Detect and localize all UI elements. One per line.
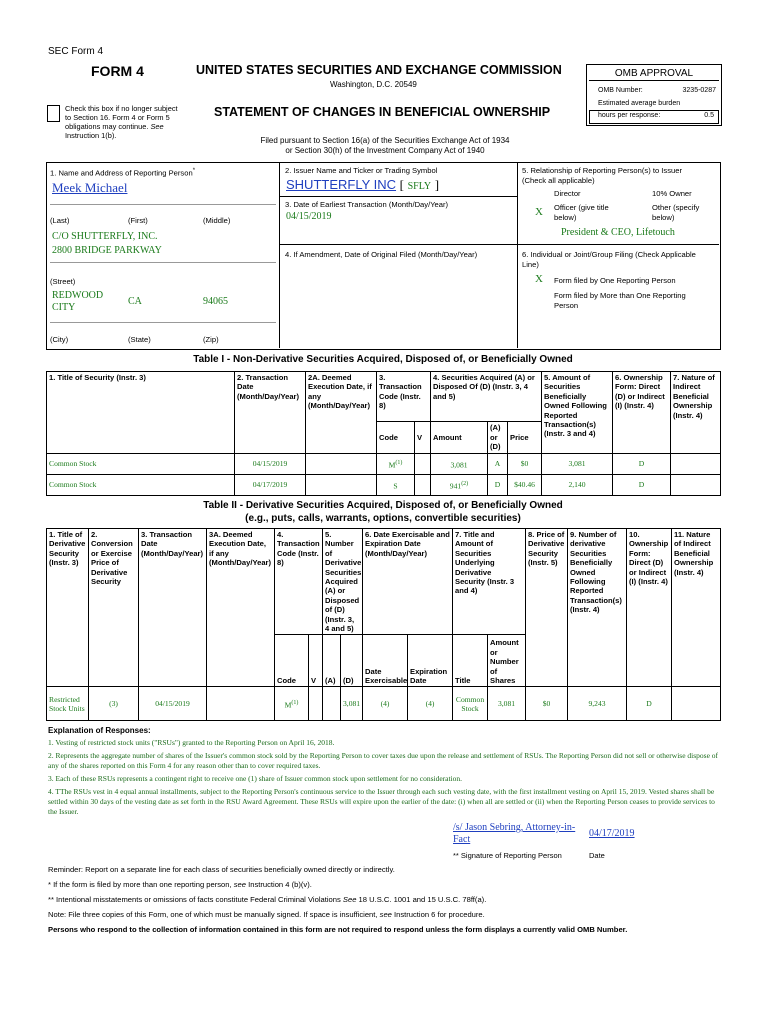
officer-check-mark: X	[535, 206, 543, 218]
t1-price: Price	[508, 422, 542, 454]
t2-h1: 1. Title of Derivative Security (Instr. 3)	[47, 529, 89, 687]
signature-date: 04/17/2019	[589, 828, 635, 839]
t2-v: V	[309, 635, 323, 687]
more-than-one-option[interactable]: Form filed by More than One Reporting Person	[554, 291, 686, 310]
t2-r1-title: Restricted Stock Units	[47, 687, 89, 721]
t2-amount-shares: Amount or Number of Shares	[488, 635, 526, 687]
sec-form-label: SEC Form 4	[48, 46, 104, 57]
street-label: (Street)	[50, 277, 76, 286]
t2-r1-date: 04/15/2019	[139, 687, 207, 721]
address-line-2: 2800 BRIDGE PARKWAY	[52, 245, 162, 256]
t1-code: Code	[377, 422, 415, 454]
t2-h8: 8. Price of Derivative Security (Instr. 5)	[526, 529, 568, 687]
t2-h3: 3. Transaction Date (Month/Day/Year)	[139, 529, 207, 687]
t1-r2-ad: D	[488, 475, 508, 496]
officer-title: President & CEO, Lifetouch	[561, 227, 675, 238]
t1-h6: 6. Ownership Form: Direct (D) or Indirect (I) (Instr. 4)	[613, 372, 671, 454]
signature-name[interactable]: /s/ Jason Sebring, Attorney-in- Fact	[453, 822, 576, 845]
table-row	[47, 687, 721, 721]
footer-multiple-persons: * If the form is filed by more than one reporting person, see Instruction 4 (b)(v).	[48, 880, 312, 889]
omb-number-label: OMB Number:	[598, 87, 643, 94]
t2-d: (D)	[341, 635, 363, 687]
t2-h6: 6. Date Exercisable and Expiration Date (Month/Day/Year)	[363, 529, 453, 635]
one-person-check-mark: X	[535, 273, 543, 285]
officer-option[interactable]: Officer (give title below)	[554, 203, 609, 222]
last-label: (Last)	[50, 216, 70, 225]
t1-r2-amount: 941$^{(2)}$	[431, 475, 488, 496]
explanation-3: 3. Each of these RSUs represents a contingent right to receive one (1) share of Issuer common stock upon settlement for no consideration.	[48, 774, 463, 783]
explanation-list	[48, 738, 723, 817]
t1-r2-title: Common Stock	[47, 475, 235, 496]
t2-r1-exp: (4)	[408, 687, 453, 721]
omb-title: OMB APPROVAL	[589, 67, 719, 81]
t1-r1-owned: 3,081	[542, 454, 613, 475]
t1-r1-code: $M^{(1)}$	[377, 454, 415, 475]
middle-label: (Middle)	[203, 216, 231, 225]
table2	[46, 528, 721, 721]
explanation-2: 2. Represents the aggregate number of shares of the Issuer's common stock sold by the Reporting Person to cover taxes due upon the release and settlement of RSUs. The Reporting Person did not sell or otherwise dispose of any of the shares reported on this Form 4 for any reason other than to cover required taxes.	[48, 751, 719, 770]
t2-h4: 4. Transaction Code (Instr. 8)	[275, 529, 323, 635]
footer-note: Note: File three copies of this Form, one of which must be manually signed. If space is insufficient, see Instruction 6 for procedure.	[48, 910, 485, 919]
filed-pursuant: Filed pursuant to Section 16(a) of the Securities Exchange Act of 1934 or Section 30(h) of the Investment Company Act of 1940	[260, 136, 510, 155]
t2-exp: Expiration Date	[408, 635, 453, 687]
t1-amount: Amount	[431, 422, 488, 454]
city-value: REDWOOD CITY	[52, 290, 104, 313]
issuer-link[interactable]: SHUTTERFLY INC	[286, 177, 397, 192]
t1-h7: 7. Nature of Indirect Beneficial Ownership (Instr. 4)	[671, 372, 721, 454]
statement-title: STATEMENT OF CHANGES IN BENEFICIAL OWNERSHIP	[214, 105, 551, 119]
footer-reminder: Reminder: Report on a separate line for each class of securities beneficially owned directly or indirectly.	[48, 865, 395, 874]
t2-a: (A)	[323, 635, 341, 687]
t1-r1-date: 04/15/2019	[235, 454, 306, 475]
footer-notes	[48, 865, 723, 934]
agency-title: UNITED STATES SECURITIES AND EXCHANGE COMMISSION	[196, 63, 562, 77]
reporting-person-name[interactable]: Meek Michael	[52, 180, 128, 195]
address-line-1: C/O SHUTTERFLY, INC.	[52, 231, 158, 242]
explanation-title: Explanation of Responses:	[48, 726, 151, 735]
ticker-symbol: SFLY	[407, 181, 432, 192]
t1-r2-date: 04/17/2019	[235, 475, 306, 496]
t1-h2a: 2A. Deemed Execution Date, if any (Month/Day/Year)	[306, 372, 377, 454]
t2-date-ex: Date Exercisable	[363, 635, 408, 687]
other-option[interactable]: Other (specify below)	[652, 203, 700, 222]
t2-h10: 10. Ownership Form: Direct (D) or Indirect (I) (Instr. 4)	[627, 529, 672, 687]
footer-misstatements: ** Intentional misstatements or omissions of facts constitute Federal Criminal Violations See 18 U.S.C. 1001 and 15 U.S.C. 78ff(a).	[48, 895, 487, 904]
t2-r1-utitle: Common Stock	[453, 687, 488, 721]
signature-date-label: Date	[589, 851, 605, 860]
t2-h7: 7. Title and Amount of Securities Underlying Derivative Security (Instr. 3 and 4)	[453, 529, 526, 635]
t1-r1-title: Common Stock	[47, 454, 235, 475]
city-label: (City)	[50, 335, 69, 344]
t2-r1-dprice: $0	[526, 687, 568, 721]
state-value: CA	[128, 296, 142, 307]
box1-label: 1. Name and Address of Reporting Person*	[50, 168, 196, 178]
t1-r2-price: $40.46	[508, 475, 542, 496]
t2-h3a: 3A. Deemed Execution Date, if any (Month/Day/Year)	[207, 529, 275, 687]
t2-r1-d: 3,081	[341, 687, 363, 721]
t1-h3: 3. Transaction Code (Instr. 8)	[377, 372, 431, 422]
earliest-transaction-date: 04/15/2019	[286, 211, 332, 222]
zip-value: 94065	[203, 296, 228, 307]
t2-title: Title	[453, 635, 488, 687]
first-label: (First)	[128, 216, 148, 225]
burden-label: Estimated average burden	[598, 100, 681, 107]
t2-h11: 11. Nature of Indirect Beneficial Ownership (Instr. 4)	[672, 529, 721, 687]
t1-r1-amount: 3,081	[431, 454, 488, 475]
box3-label: 3. Date of Earliest Transaction (Month/Day/Year)	[285, 200, 449, 209]
explanation-1: 1. Vesting of restricted stock units ("RSUs") granted to the Reporting Person on April 16, 2018.	[48, 738, 335, 747]
t1-r2-owned: 2,140	[542, 475, 613, 496]
t2-r1-form: D	[627, 687, 672, 721]
box4-label: 4. If Amendment, Date of Original Filed (Month/Day/Year)	[285, 250, 478, 259]
director-option[interactable]: Director	[554, 189, 581, 198]
agency-city: Washington, D.C. 20549	[330, 80, 417, 89]
checkbox-instructions: Check this box if no longer subject to Section 16. Form 4 or Form 5 obligations may continue. See Instruction 1(b).	[65, 104, 178, 140]
table2-title: Table II - Derivative Securities Acquired, Disposed of, or Beneficially Owned (e.g., puts, calls, warrants, options, convertible securities)	[203, 500, 563, 524]
box6-label: 6. Individual or Joint/Group Filing (Check Applicable Line)	[522, 250, 696, 269]
table-row	[47, 454, 721, 475]
signature-label: ** Signature of Reporting Person	[453, 851, 562, 860]
t2-r1-code: $M^{(1)}$	[275, 687, 309, 721]
omb-number: 3235-0287	[682, 87, 716, 94]
form-title: FORM 4	[91, 63, 144, 79]
box2-label: 2. Issuer Name and Ticker or Trading Symbol	[285, 166, 438, 175]
t1-h2: 2. Transaction Date (Month/Day/Year)	[235, 372, 306, 454]
t1-v: V	[415, 422, 431, 454]
t1-h4: 4. Securities Acquired (A) or Disposed Of (D) (Instr. 3, 4 and 5)	[431, 372, 542, 422]
hours-value: 0.5	[704, 112, 714, 119]
one-person-option[interactable]: Form filed by One Reporting Person	[554, 276, 676, 285]
t2-r1-shares: 3,081	[488, 687, 526, 721]
table1-title: Table I - Non-Derivative Securities Acquired, Disposed of, or Beneficially Owned	[193, 354, 573, 365]
t2-h9: 9. Number of derivative Securities Beneficially Owned Following Reported Transaction(s) (Instr. 4)	[568, 529, 627, 687]
no-longer-subject-checkbox[interactable]	[47, 105, 60, 122]
omb-approval-box	[586, 64, 722, 126]
t1-r1-form: D	[613, 454, 671, 475]
issuer-name: SHUTTERFLY INC [ SFLY ]	[286, 177, 440, 192]
t2-h2: 2. Conversion or Exercise Price of Derivative Security	[89, 529, 139, 687]
state-label: (State)	[128, 335, 151, 344]
table1	[46, 371, 721, 496]
t2-r1-price: (3)	[89, 687, 139, 721]
t2-code: Code	[275, 635, 309, 687]
ten-percent-owner-option[interactable]: 10% Owner	[652, 189, 692, 198]
t1-r2-code: S	[377, 475, 415, 496]
t1-h5: 5. Amount of Securities Beneficially Owned Following Reported Transaction(s) (Instr. 3 and 4)	[542, 372, 613, 454]
explanation-4: 4. TThe RSUs vest in 4 equal annual installments, subject to the Reporting Person's continuous service to the Issuer through each such vesting date, with the first installment vesting on April 15, 2019. Vested shares shall be settled within 30 days of the vesting date as set forth in the RSU Award Agreement. These RSUs will expire upon the earlier of the date: (i) when all are settled or (ii) when the Reporting Person ceases to provide services to the Issuer.	[48, 787, 715, 816]
t2-r1-owned: 9,243	[568, 687, 627, 721]
box5-label: 5. Relationship of Reporting Person(s) to Issuer (Check all applicable)	[522, 166, 682, 185]
t2-r1-ex: (4)	[363, 687, 408, 721]
table-row	[47, 475, 721, 496]
hours-label: hours per response:	[598, 112, 661, 119]
t1-r2-form: D	[613, 475, 671, 496]
t1-h1: 1. Title of Security (Instr. 3)	[47, 372, 235, 454]
t2-h5: 5. Number of Derivative Securities Acquired (A) or Disposed of (D) (Instr. 3, 4 and 5)	[323, 529, 363, 635]
footer-omb-notice: Persons who respond to the collection of information contained in this form are not required to respond unless the form displays a currently valid OMB Number.	[48, 925, 628, 934]
t1-aord: (A) or (D)	[488, 422, 508, 454]
zip-label: (Zip)	[203, 335, 219, 344]
t1-r1-ad: A	[488, 454, 508, 475]
t1-r1-price: $0	[508, 454, 542, 475]
